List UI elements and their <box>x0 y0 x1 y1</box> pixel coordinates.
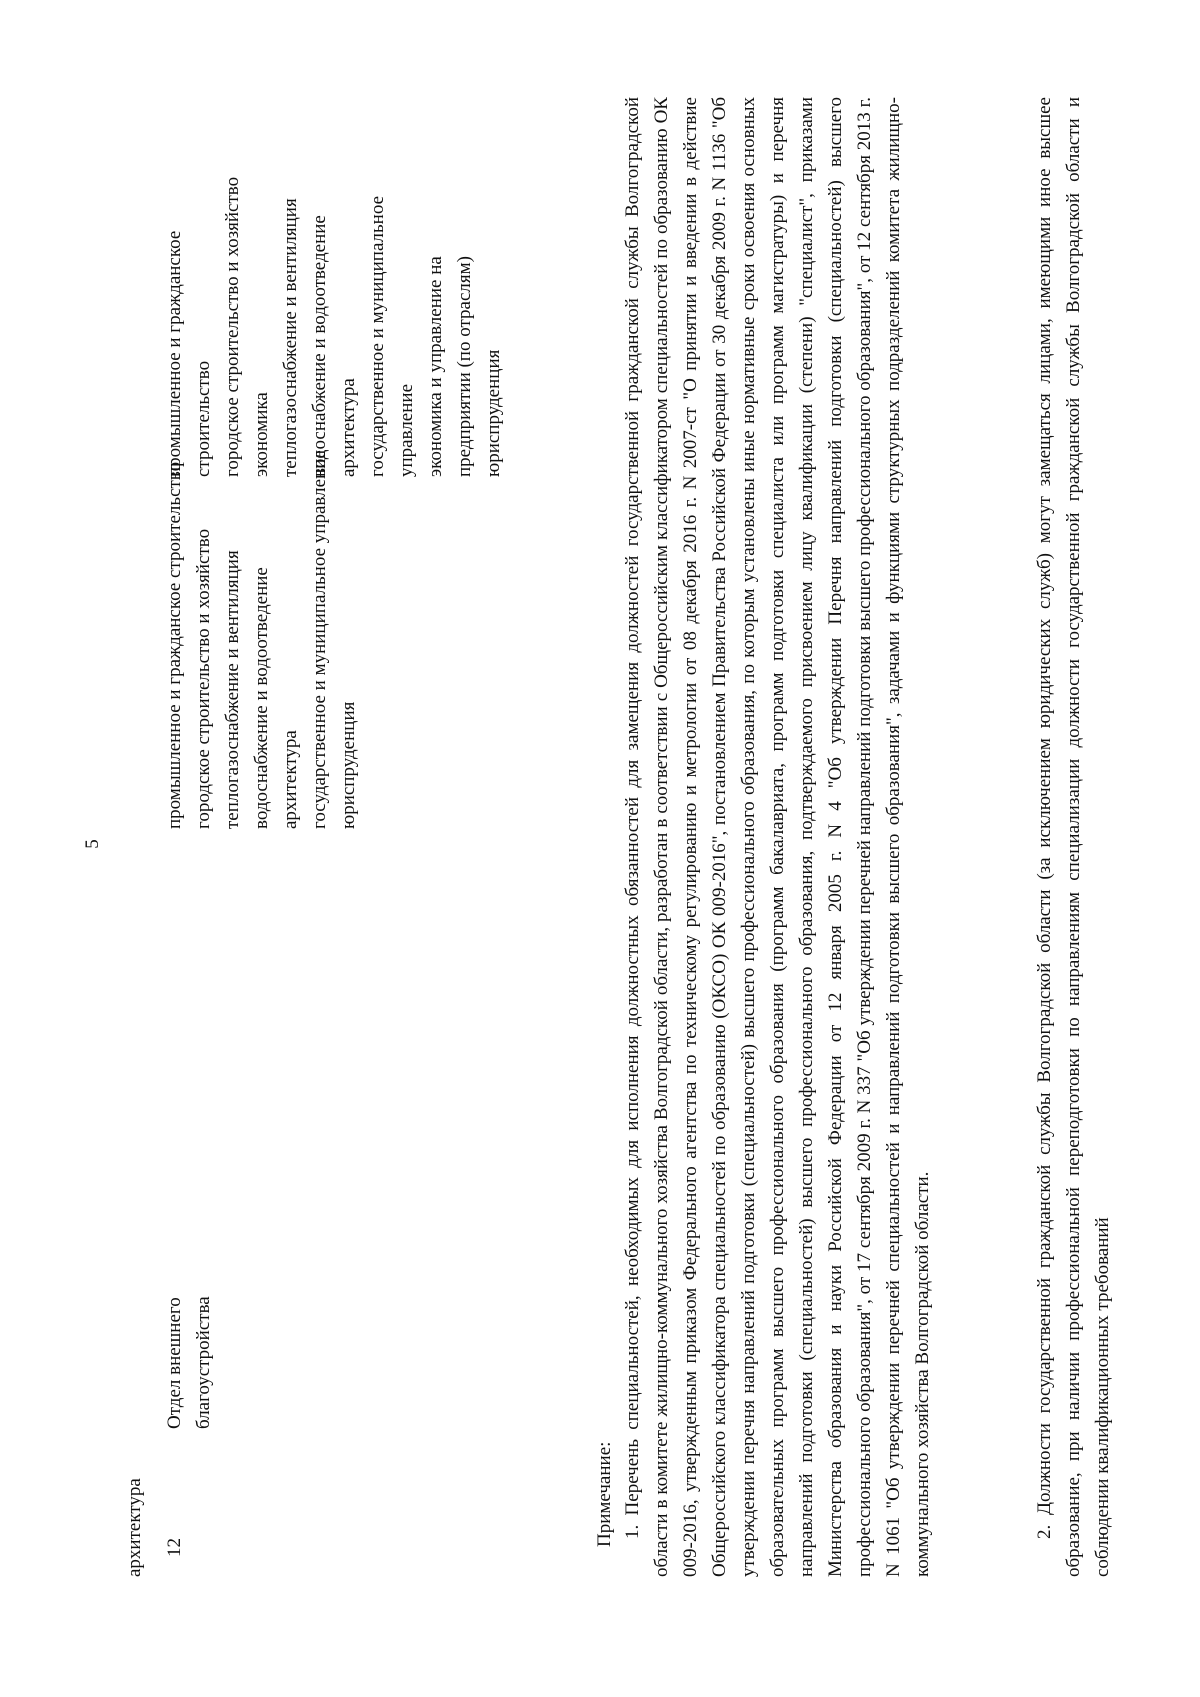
specialty-item: теплогазоснабжение и вентиляция <box>280 198 301 477</box>
specialty-item: водоснабжение и водоотведение <box>309 215 330 477</box>
specialty-item: юриспруденция <box>338 701 359 829</box>
previous-row-continuation: архитектура <box>124 1478 145 1577</box>
specialty-item: архитектура <box>338 378 359 477</box>
specialty-item: городское строительство и хозяйство <box>222 176 243 477</box>
specialty-item: экономика и управление на предприятии (по отраслям) <box>425 256 475 477</box>
specialties-list-secondary <box>160 157 508 477</box>
specialty-item: промышленное и гражданское строительство <box>164 461 185 829</box>
note-paragraph-2: 2. Должности государственной гражданской службы Волгоградской области (за исключением юридических служб) могут замещаться лицами, имеющими иное высшее образование, при наличии профессиональной переподготовки по направлениям специализации должности государственной гражданской службы Волгоградской области и соблюдении квалификационных требований <box>1034 97 1113 1577</box>
specialty-item: экономика <box>251 392 272 477</box>
note-paragraph-1: 1. Перечень специальностей, необходимых для исполнения должностных обязанностей для замещения должностей государственной гражданской службы Волгоградской области в комитете жилищно-коммунального хозяйства Волгоградской области, разработан в соответствии с Общероссийским классификатором специальностей по образованию ОК 009-2016, утвержденным приказом Федерального агентства по техническому регулированию и метрологии от 08 декабря 2016 г. N 2007-ст "О принятии и введении в действие Общероссийского классификатора специальностей по образованию (ОКСО) ОК 009-2016", постановлением Правительства Российской Федерации от 30 декабря 2009 г. N 1136 "Об утверждении перечня направлений подготовки (специальностей) высшего профессионального образования, по которым установлены иные нормативные сроки освоения основных образовательных программ высшего профессионального образования (программ бакалавриата, программ подготовки специалиста или программ магистратуры) и перечня направлений подготовки (специальностей) высшего профессионального образования, подтверждаемого присвоением лицу квалификации (степени) "специалист", приказами Министерства образования и науки Российской Федерации от 12 января 2005 г. N 4 "Об утверждении Перечня направлений подготовки (специальностей) высшего профессионального образования", от 17 сентября 2009 г. N 337 "Об утверждении перечней направлений подготовки высшего профессионального образования", от 12 сентября 2013 г. N 1061 "Об утверждении перечней специальностей и направлений подготовки высшего образования", задачами и функциями структурных подразделений комитета жилищно-коммунального хозяйства Волгоградской области. <box>622 97 933 1577</box>
specialty-item: городское строительство и хозяйство <box>193 528 214 829</box>
specialties-list-primary <box>160 450 363 829</box>
specialty-item: государственное и муниципальное управление <box>309 450 330 829</box>
notes-heading: Примечание: <box>594 1441 615 1547</box>
specialty-item: архитектура <box>280 730 301 829</box>
page-number: 5 <box>82 839 103 849</box>
specialty-item: юриспруденция <box>483 349 504 477</box>
department-name: Отдел внешнего благоустройства <box>164 1296 214 1429</box>
specialty-item: промышленное и гражданское строительство <box>164 230 214 477</box>
specialty-item: теплогазоснабжение и вентиляция <box>222 550 243 829</box>
row-number: 12 <box>164 1538 185 1557</box>
specialty-item: государственное и муниципальное управление <box>367 195 417 477</box>
specialty-item: водоснабжение и водоотведение <box>251 567 272 829</box>
